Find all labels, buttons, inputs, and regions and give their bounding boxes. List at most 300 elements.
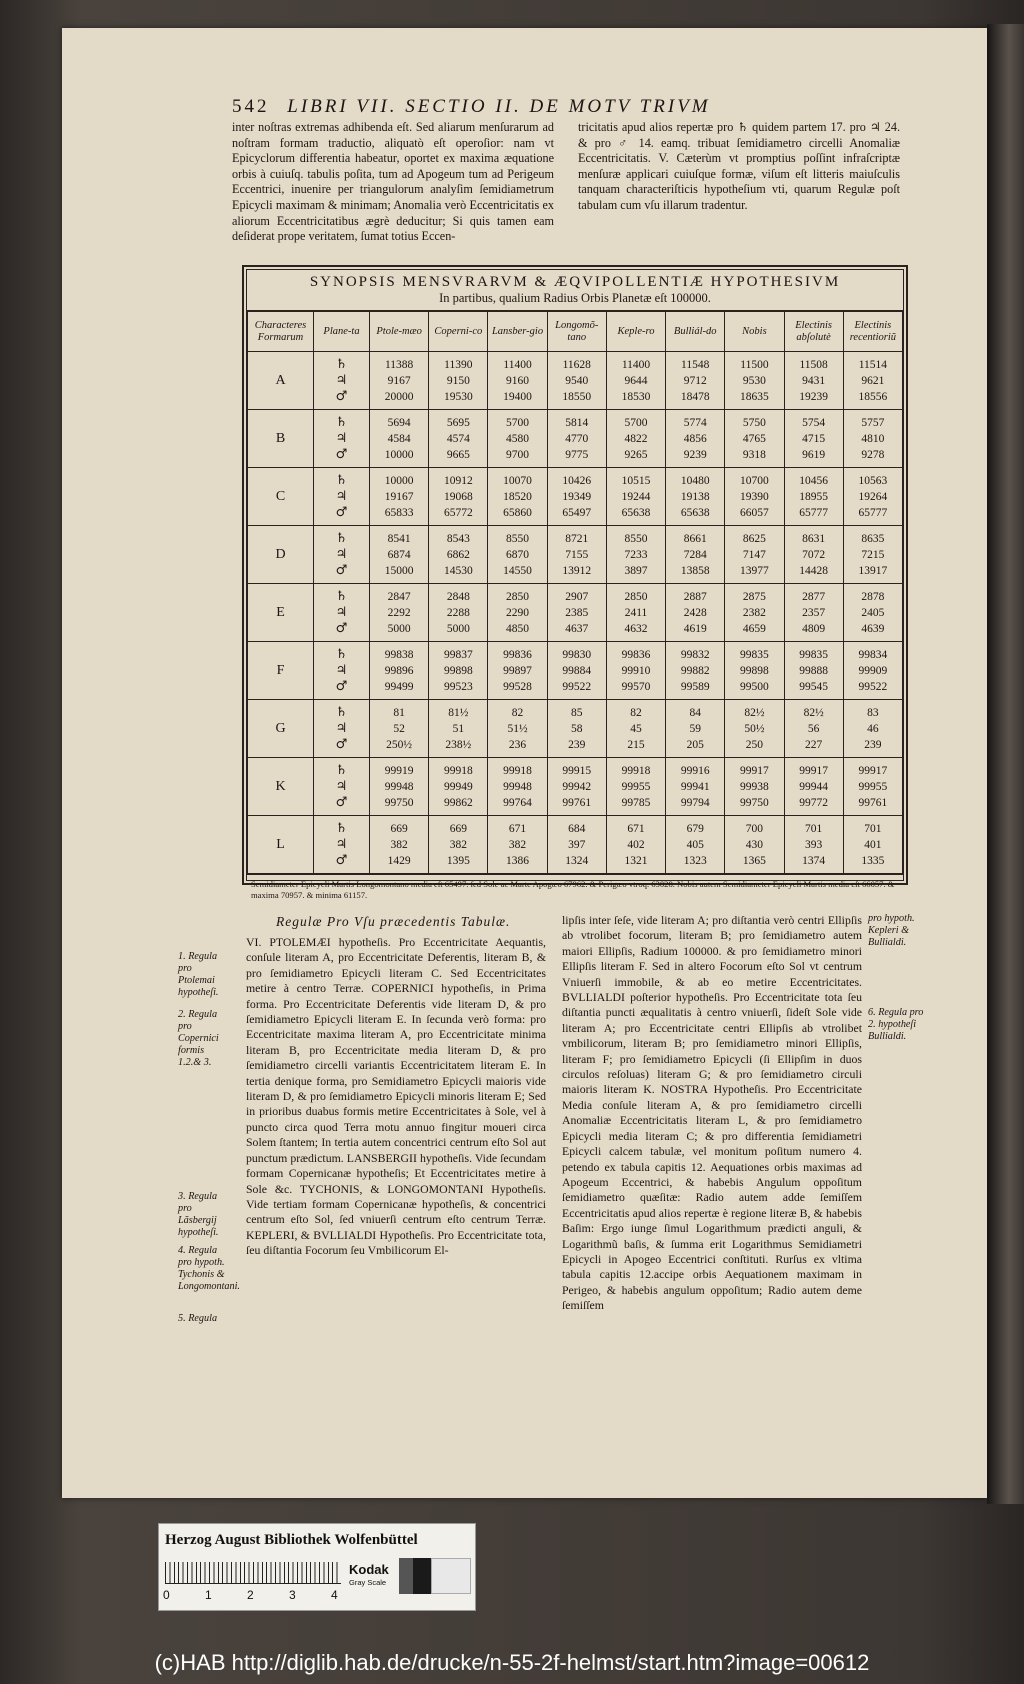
planet-symbol: ♃ <box>335 604 348 620</box>
value: 238½ <box>445 738 472 751</box>
value: 4580 <box>506 432 530 445</box>
value: 9278 <box>861 448 885 461</box>
top-text-right: tricitatis apud alios repertæ pro ♄ quidem partem 17. pro ♃ 24. & pro ♂ 14. eamq. tribuat ſemidiametro circelli Anomaliæ Eccentricitatis. V. Cæterùm vt promptius poſſint infraſcriptæ menſuræ applicari cuiuſque formæ, viſum eſt litteris maiuſculis tanquam characteriſticis hypotheſium vti, quarum Regulæ poſt tabulam cum vſu illarum tradentur. <box>578 120 900 212</box>
planet-symbol: ♂ <box>335 852 348 868</box>
value-cell <box>370 758 429 816</box>
value: 382 <box>449 838 467 851</box>
column-header: Ptole-mæo <box>370 312 429 352</box>
value: 99898 <box>740 664 769 677</box>
value: 11548 <box>681 358 710 371</box>
value: 10515 <box>621 474 651 487</box>
value: 99764 <box>503 796 532 809</box>
value: 99944 <box>799 780 829 793</box>
value: 14428 <box>799 564 829 577</box>
value: 18478 <box>680 390 710 403</box>
ruler-number: 3 <box>289 1588 296 1602</box>
value: 4639 <box>861 622 885 635</box>
value: 5774 <box>683 416 707 429</box>
value: 18550 <box>562 390 592 403</box>
value-cell <box>843 352 902 410</box>
value: 52 <box>393 722 405 735</box>
value: 4659 <box>742 622 766 635</box>
planet-cell <box>314 642 370 700</box>
value: 2292 <box>387 606 411 619</box>
value: 393 <box>805 838 823 851</box>
value: 4584 <box>387 432 411 445</box>
value-cell <box>666 468 725 526</box>
planet-symbol: ♄ <box>335 472 348 488</box>
form-letter: B <box>248 410 314 468</box>
value-cell <box>725 468 784 526</box>
value: 2385 <box>565 606 589 619</box>
value: 5700 <box>624 416 648 429</box>
value: 19349 <box>562 490 592 503</box>
value: 85 <box>571 706 583 719</box>
form-letter: E <box>248 584 314 642</box>
value: 6862 <box>446 548 470 561</box>
value-cell <box>784 468 843 526</box>
value: 99955 <box>621 780 651 793</box>
value-cell <box>843 758 902 816</box>
column-header: Coperni-co <box>429 312 488 352</box>
value: 99919 <box>384 764 414 777</box>
value: 18635 <box>740 390 769 403</box>
value-cell <box>606 642 665 700</box>
planet-symbol: ♄ <box>335 762 348 778</box>
ruler-number: 0 <box>163 1588 170 1602</box>
synopsis-table <box>242 265 908 900</box>
planet-cell <box>314 410 370 468</box>
value-cell <box>429 642 488 700</box>
value: 19530 <box>443 390 473 403</box>
value: 99948 <box>384 780 414 793</box>
planet-cell <box>314 526 370 584</box>
value: 9160 <box>506 374 530 387</box>
value-cell <box>666 584 725 642</box>
value: 4810 <box>861 432 885 445</box>
value-cell <box>547 352 606 410</box>
value-cell <box>488 816 547 874</box>
value: 1335 <box>861 854 885 867</box>
value: 11508 <box>799 358 828 371</box>
value: 99917 <box>740 764 769 777</box>
gray-swatch <box>399 1558 413 1594</box>
value: 430 <box>745 838 764 851</box>
value: 99918 <box>621 764 651 777</box>
form-letter: A <box>248 352 314 410</box>
value-cell <box>370 584 429 642</box>
value: 10480 <box>680 474 710 487</box>
column-header: Electinis abſolutè <box>784 312 843 352</box>
value-cell <box>843 468 902 526</box>
value-cell <box>429 468 488 526</box>
synopsis-footnote: Semidiameter Epicycli Martis Longomontano media eſt 65497. ſed Sole ac Marte Apogæo 67962. & Perigæo vtroq. 63028. Nobis autem Semidiameter Epicycli Martis media eſt 66057. & maxima 70957. & minima 61157. <box>247 874 903 904</box>
value-cell <box>488 526 547 584</box>
column-header: Plane-ta <box>314 312 370 352</box>
value: 1374 <box>802 854 826 867</box>
table-row <box>248 700 903 758</box>
value: 2907 <box>565 590 589 603</box>
value-cell <box>725 526 784 584</box>
planet-symbol: ♂ <box>335 620 348 636</box>
value: 700 <box>745 822 764 835</box>
value-cell <box>666 816 725 874</box>
value-cell <box>725 758 784 816</box>
planet-symbol: ♂ <box>335 678 348 694</box>
column-header: Characteres Formarum <box>248 312 314 352</box>
kodak-label: Kodak <box>349 1562 389 1577</box>
value-cell <box>547 642 606 700</box>
value: 99589 <box>680 680 710 693</box>
planet-symbol: ♂ <box>335 794 348 810</box>
value-cell <box>429 352 488 410</box>
value: 4619 <box>683 622 707 635</box>
value: 99948 <box>503 780 532 793</box>
value: 99772 <box>799 796 829 809</box>
column-header: Keple-ro <box>606 312 665 352</box>
margin-note-right-2: 6. Regula pro 2. hypotheſi Bullialdi. <box>868 1007 924 1042</box>
value: 99835 <box>740 648 769 661</box>
value: 401 <box>864 838 882 851</box>
table-row <box>248 816 903 874</box>
value: 19400 <box>503 390 532 403</box>
value-cell <box>666 758 725 816</box>
planet-symbol: ♂ <box>335 446 348 462</box>
value: 9265 <box>624 448 648 461</box>
planet-symbol: ♃ <box>335 720 348 736</box>
value: 99942 <box>562 780 592 793</box>
column-header: Lansber-gio <box>488 312 547 352</box>
value: 205 <box>686 738 704 751</box>
value-cell <box>429 584 488 642</box>
column-header: Bulliál-do <box>666 312 725 352</box>
value: 8631 <box>802 532 826 545</box>
value: 99522 <box>858 680 888 693</box>
value-cell <box>843 584 902 642</box>
value: 99896 <box>384 664 414 677</box>
value-cell <box>606 816 665 874</box>
value: 45 <box>630 722 642 735</box>
value: 2357 <box>802 606 826 619</box>
value: 8550 <box>506 532 530 545</box>
value: 250½ <box>386 738 413 751</box>
value: 99499 <box>384 680 414 693</box>
value: 10563 <box>858 474 888 487</box>
value-cell <box>606 700 665 758</box>
header-row <box>248 312 903 352</box>
planet-cell <box>314 584 370 642</box>
value: 99888 <box>799 664 829 677</box>
value: 2382 <box>742 606 766 619</box>
value: 1324 <box>565 854 589 867</box>
value: 99835 <box>799 648 829 661</box>
value-cell <box>784 816 843 874</box>
value: 4632 <box>624 622 648 635</box>
value: 82 <box>630 706 642 719</box>
value: 99938 <box>740 780 769 793</box>
value: 99794 <box>680 796 710 809</box>
value: 7072 <box>802 548 826 561</box>
value: 8635 <box>861 532 885 545</box>
planet-symbol: ♃ <box>335 488 348 504</box>
value: 65833 <box>384 506 414 519</box>
value: 236 <box>508 738 527 751</box>
value-cell <box>784 526 843 584</box>
value-cell <box>429 410 488 468</box>
value: 19239 <box>799 390 829 403</box>
value: 99918 <box>443 764 473 777</box>
planet-symbol: ♂ <box>335 388 348 404</box>
planet-cell <box>314 816 370 874</box>
value: 397 <box>568 838 586 851</box>
planet-symbol: ♄ <box>335 704 348 720</box>
value: 83 <box>867 706 879 719</box>
value: 4856 <box>683 432 707 445</box>
value-cell <box>784 410 843 468</box>
value: 9431 <box>802 374 826 387</box>
ruler-number: 2 <box>247 1588 254 1602</box>
value: 6874 <box>387 548 411 561</box>
top-text <box>232 120 900 245</box>
value: 4765 <box>742 432 766 445</box>
value: 99916 <box>680 764 710 777</box>
value: 250 <box>745 738 764 751</box>
value: 65638 <box>621 506 651 519</box>
regulae-column-right: lipſis inter ſeſe, vide literam A; pro diſtantia verò centri Ellipſis ab vtrolibet focorum, literam B; pro ſemidiametro autem maiori Ellipſis, Radium 100000. & pro ſemidiametro minori Ellipſis literam F. Sed in altero Focorum eſto Sol vt centrum Vniuerſi immobile, & ab eo metire Eccentricitates. BVLLIALDI poſterior hypotheſis. Pro Eccentricitate tota ſeu diſtantia puncti æqualitatis à centro vniuerſi, ſideſt Sole vide literam A; pro Eccentricitate centri Ellipſis ab vtrolibet vmbilicorum, literam B; pro ſemidiametro minori Ellipſis, literam F; pro ſemidiametro Epicycli (ſi Ellipſim in duos circulos reſoluas) literam G; & pro ſemidiametro circuli maioris literam K. NOSTRA Hypotheſis. Pro Eccentricitate Media conſule literam A, & pro ſemidiametro circelli Anomaliæ Eccentricitatis literam L, & pro ſemidiametro Epicycli media literam C; & pro differentia ſemidiametri Epicycli calcem tabulæ, vel monitum poſitum numero 4. petendo ex tabula capitis 12. Aequationes orbis maximas ad Apogeum Eccentrici, & habebis Angulum oppoſitum ſemidiametro quæſitæ: Radio autem adde ſemiſſem Eccentricitatis apud alios repertæ è regione literæ B, & habebis Baſim: Ergo iunge ſimul Logarithmum prædicti anguli, & Logarithmũ baſis, & ſumma erit Logarithmus Semidiametri Epicycli in Apogeo Eccentrici conſtituti. Rurſus ex vltima tabula capitis 12.accipe orbis Aequationem maximam in Perigeo, & habebis angulum oppoſitum; Radio autem deme ſemiſſem <box>562 913 862 1313</box>
value: 9239 <box>683 448 707 461</box>
value: 9150 <box>446 374 470 387</box>
table-row <box>248 410 903 468</box>
value-cell <box>488 700 547 758</box>
synopsis-subtitle: In partibus, qualium Radius Orbis Planetæ eſt 100000. <box>247 291 903 311</box>
value: 10000 <box>384 474 414 487</box>
value: 46 <box>867 722 879 735</box>
value-cell <box>370 352 429 410</box>
value: 1395 <box>446 854 470 867</box>
value: 13977 <box>740 564 769 577</box>
value: 8625 <box>742 532 766 545</box>
value: 2877 <box>802 590 826 603</box>
value: 82 <box>511 706 524 719</box>
column-header: Electinis recentioriũ <box>843 312 902 352</box>
value: 9167 <box>387 374 411 387</box>
value: 19167 <box>384 490 414 503</box>
value-cell <box>666 410 725 468</box>
table-row <box>248 642 903 700</box>
value: 8543 <box>446 532 470 545</box>
value-cell <box>784 700 843 758</box>
value: 99545 <box>799 680 829 693</box>
ruler-number: 4 <box>331 1588 338 1602</box>
value: 84 <box>689 706 701 719</box>
value-cell <box>666 526 725 584</box>
planet-cell <box>314 758 370 816</box>
value: 58 <box>571 722 583 735</box>
value: 9775 <box>565 448 589 461</box>
value-cell <box>370 642 429 700</box>
value: 5750 <box>742 416 766 429</box>
table-row <box>248 758 903 816</box>
planet-symbol: ♂ <box>335 736 348 752</box>
planet-symbol: ♄ <box>335 414 348 430</box>
value-cell <box>488 410 547 468</box>
value-cell <box>725 410 784 468</box>
value-cell <box>370 468 429 526</box>
value-cell <box>606 410 665 468</box>
value-cell <box>784 642 843 700</box>
planet-symbol: ♄ <box>335 646 348 662</box>
value: 5754 <box>802 416 826 429</box>
value: 6870 <box>506 548 530 561</box>
value: 99522 <box>562 680 592 693</box>
value-cell <box>370 816 429 874</box>
value: 239 <box>568 738 586 751</box>
planet-symbol: ♃ <box>335 546 348 562</box>
value: 99830 <box>562 648 592 661</box>
value: 13912 <box>562 564 592 577</box>
value: 4850 <box>506 622 530 635</box>
value-cell <box>547 410 606 468</box>
value: 2848 <box>446 590 470 603</box>
table-row <box>248 526 903 584</box>
value: 99761 <box>562 796 592 809</box>
value: 2875 <box>742 590 766 603</box>
value: 8541 <box>387 532 411 545</box>
value: 99917 <box>858 764 888 777</box>
value: 14530 <box>443 564 473 577</box>
value: 239 <box>864 738 882 751</box>
value: 2428 <box>683 606 707 619</box>
value: 11388 <box>384 358 414 371</box>
planet-symbol: ♄ <box>335 820 348 836</box>
planet-symbol: ♃ <box>335 836 348 852</box>
value-cell <box>547 584 606 642</box>
value: 9665 <box>446 448 470 461</box>
value: 7147 <box>742 548 766 561</box>
value: 10912 <box>443 474 473 487</box>
value: 2878 <box>861 590 885 603</box>
value-cell <box>547 816 606 874</box>
value: 684 <box>568 822 586 835</box>
value: 18530 <box>621 390 651 403</box>
value-cell <box>725 352 784 410</box>
value-cell <box>488 642 547 700</box>
value: 19264 <box>858 490 888 503</box>
value-cell <box>725 700 784 758</box>
value: 99528 <box>503 680 532 693</box>
table-row <box>248 584 903 642</box>
value-cell <box>370 410 429 468</box>
value: 2887 <box>683 590 707 603</box>
value-cell <box>547 468 606 526</box>
institution-label: Herzog August Bibliothek Wolfenbüttel <box>165 1532 418 1548</box>
value: 13917 <box>858 564 888 577</box>
value: 2290 <box>506 606 530 619</box>
value: 3897 <box>624 564 648 577</box>
value: 10070 <box>503 474 532 487</box>
value: 4809 <box>802 622 826 635</box>
synopsis-title: SYNOPSIS MENSVRARVM & ÆQVIPOLLENTIÆ HYPOTHESIVM <box>309 274 841 290</box>
value: 215 <box>627 738 645 751</box>
planet-cell <box>314 352 370 410</box>
planet-cell <box>314 700 370 758</box>
value-cell <box>547 526 606 584</box>
value: 19068 <box>443 490 473 503</box>
value: 99836 <box>503 648 532 661</box>
value: 66057 <box>740 506 769 519</box>
value: 11500 <box>740 358 769 371</box>
value: 10000 <box>384 448 414 461</box>
value-cell <box>488 584 547 642</box>
value: 19390 <box>740 490 769 503</box>
value: 65860 <box>503 506 532 519</box>
value-cell <box>666 642 725 700</box>
value: 99955 <box>858 780 888 793</box>
value: 99523 <box>443 680 473 693</box>
value-cell <box>843 816 902 874</box>
value: 14550 <box>503 564 532 577</box>
value: 19244 <box>621 490 651 503</box>
value-cell <box>843 410 902 468</box>
value: 99500 <box>740 680 769 693</box>
value: 9540 <box>565 374 589 387</box>
value: 9619 <box>802 448 826 461</box>
value: 5694 <box>387 416 411 429</box>
value: 2405 <box>861 606 885 619</box>
value-cell <box>606 352 665 410</box>
value: 671 <box>508 822 527 835</box>
value: 9712 <box>683 374 707 387</box>
value: 1386 <box>506 854 530 867</box>
form-letter: C <box>248 468 314 526</box>
planet-symbol: ♃ <box>335 778 348 794</box>
value: 19138 <box>680 490 710 503</box>
data-grid <box>247 311 903 874</box>
value: 50½ <box>744 722 765 735</box>
value: 65777 <box>799 506 829 519</box>
value-cell <box>666 352 725 410</box>
value: 5814 <box>565 416 589 429</box>
value-cell <box>784 584 843 642</box>
value-cell <box>725 642 784 700</box>
value: 65497 <box>562 506 592 519</box>
margin-note-4: 4. Regula pro hypoth. Tychonis & Longomontani. <box>178 1245 240 1292</box>
value: 65777 <box>858 506 888 519</box>
value: 402 <box>627 838 645 851</box>
value-cell <box>606 758 665 816</box>
value: 4822 <box>624 432 648 445</box>
value: 10426 <box>562 474 592 487</box>
black-swatch <box>413 1558 431 1594</box>
value: 99836 <box>621 648 651 661</box>
value: 15000 <box>384 564 414 577</box>
value: 2850 <box>506 590 530 603</box>
running-head <box>232 96 872 118</box>
value: 99750 <box>384 796 414 809</box>
running-head-title: LIBRI VII. SECTIO II. DE MOTV TRIVM <box>287 96 711 117</box>
value: 11400 <box>621 358 651 371</box>
value: 382 <box>390 838 408 851</box>
value: 2850 <box>624 590 648 603</box>
planet-symbol: ♄ <box>335 588 348 604</box>
value: 65772 <box>443 506 473 519</box>
value: 9530 <box>742 374 766 387</box>
value-cell <box>725 584 784 642</box>
value: 10700 <box>740 474 769 487</box>
value-cell <box>370 526 429 584</box>
value: 669 <box>390 822 408 835</box>
value: 4574 <box>446 432 470 445</box>
